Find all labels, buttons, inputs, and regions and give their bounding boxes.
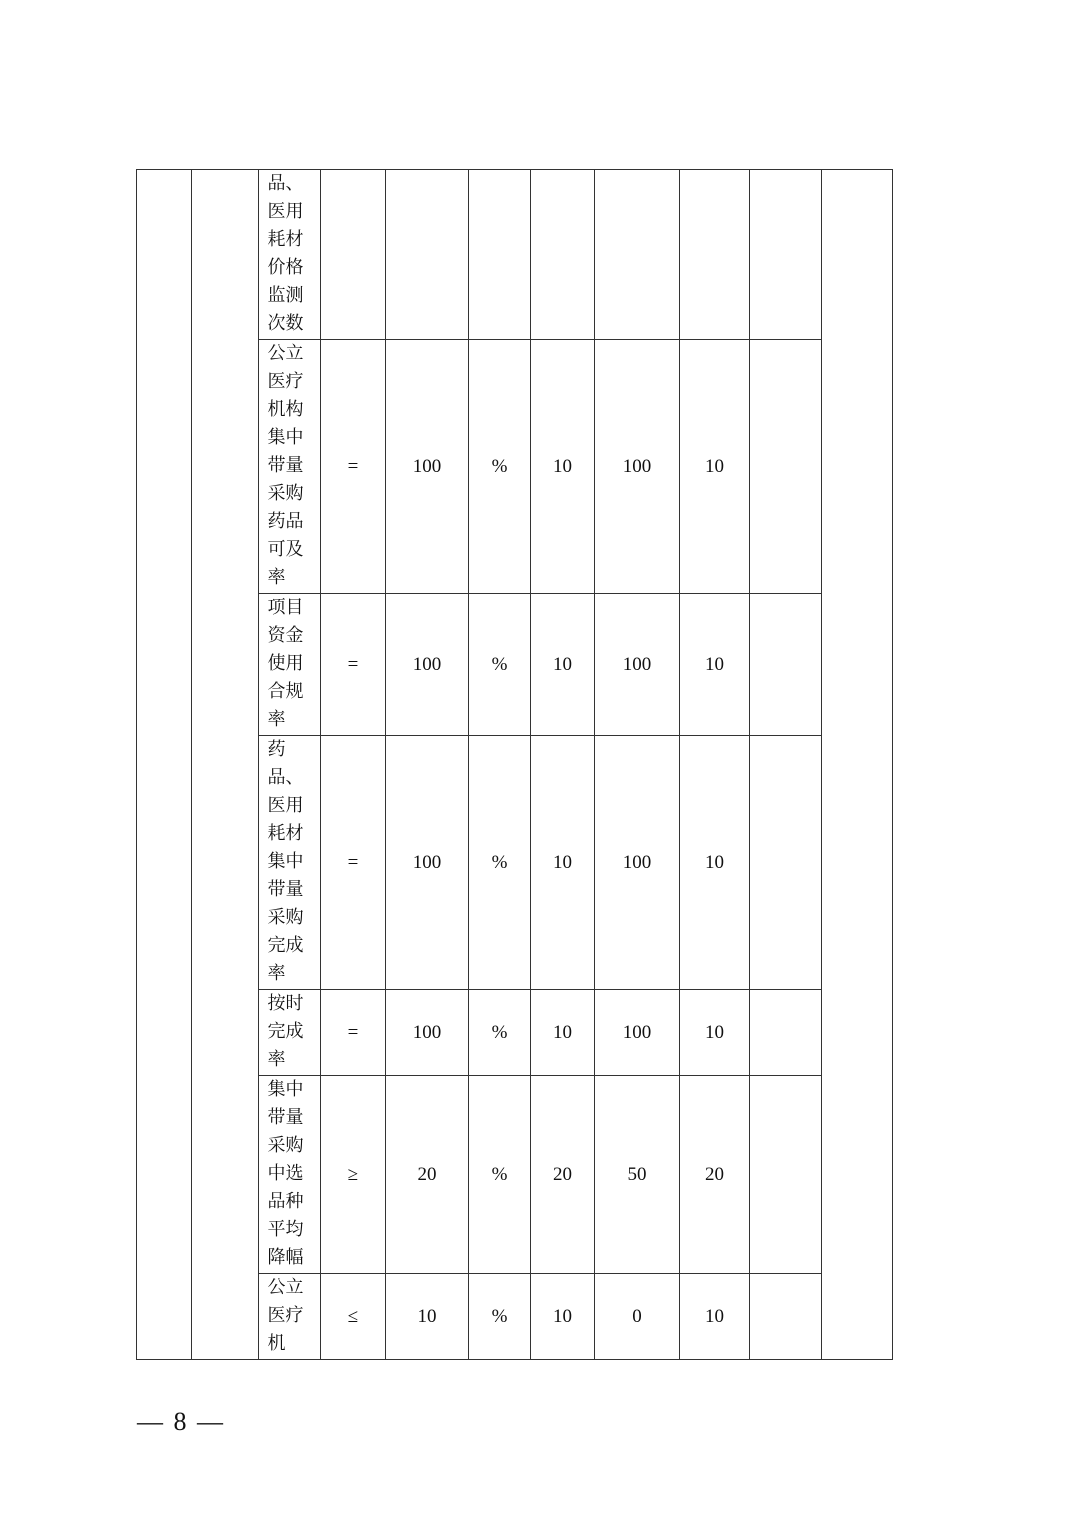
page-number: — 8 — [137, 1407, 225, 1436]
operator-cell: = [321, 990, 386, 1076]
note-cell [750, 340, 822, 594]
operator-cell: = [321, 594, 386, 736]
unit-cell: % [469, 594, 531, 736]
unit-cell: % [469, 1274, 531, 1360]
note-cell [750, 736, 822, 990]
actual-value-cell: 100 [595, 340, 680, 594]
actual-value-cell [595, 170, 680, 340]
indicator-name-cell: 公立医疗机构集中带量采购药品可及率 [259, 340, 321, 594]
operator-cell [321, 170, 386, 340]
remarks-cell [822, 170, 893, 1360]
operator-cell: ≥ [321, 1076, 386, 1274]
weight-cell: 20 [531, 1076, 595, 1274]
category-cell-level1 [137, 170, 192, 1360]
target-value-cell [386, 170, 469, 340]
actual-value-cell: 0 [595, 1274, 680, 1360]
actual-value-cell: 100 [595, 594, 680, 736]
indicator-name-cell: 药品、医用耗材集中带量采购完成率 [259, 736, 321, 990]
indicator-name-cell: 集中带量采购中选品种平均降幅 [259, 1076, 321, 1274]
note-cell [750, 170, 822, 340]
table-row [137, 170, 893, 340]
weight-cell: 10 [531, 594, 595, 736]
score-cell: 20 [680, 1076, 750, 1274]
unit-cell: % [469, 340, 531, 594]
weight-cell: 10 [531, 990, 595, 1076]
target-value-cell: 10 [386, 1274, 469, 1360]
operator-cell: = [321, 340, 386, 594]
unit-cell [469, 170, 531, 340]
actual-value-cell: 50 [595, 1076, 680, 1274]
note-cell [750, 1076, 822, 1274]
weight-cell: 10 [531, 340, 595, 594]
note-cell [750, 1274, 822, 1360]
unit-cell: % [469, 736, 531, 990]
weight-cell [531, 170, 595, 340]
indicator-name-cell: 品、医用耗材价格监测次数 [259, 170, 321, 340]
score-cell: 10 [680, 990, 750, 1076]
score-cell: 10 [680, 736, 750, 990]
unit-cell: % [469, 1076, 531, 1274]
weight-cell: 10 [531, 736, 595, 990]
indicator-name-cell: 公立医疗机 [259, 1274, 321, 1360]
target-value-cell: 100 [386, 340, 469, 594]
operator-cell: ≤ [321, 1274, 386, 1360]
weight-cell: 10 [531, 1274, 595, 1360]
score-cell: 10 [680, 1274, 750, 1360]
score-cell: 10 [680, 340, 750, 594]
target-value-cell: 100 [386, 594, 469, 736]
indicator-name-cell: 项目资金使用合规率 [259, 594, 321, 736]
score-cell [680, 170, 750, 340]
target-value-cell: 20 [386, 1076, 469, 1274]
category-cell-level2 [192, 170, 259, 1360]
target-value-cell: 100 [386, 736, 469, 990]
note-cell [750, 594, 822, 736]
target-value-cell: 100 [386, 990, 469, 1076]
actual-value-cell: 100 [595, 736, 680, 990]
performance-indicator-table [136, 169, 893, 1360]
operator-cell: = [321, 736, 386, 990]
score-cell: 10 [680, 594, 750, 736]
indicator-name-cell: 按时完成率 [259, 990, 321, 1076]
unit-cell: % [469, 990, 531, 1076]
actual-value-cell: 100 [595, 990, 680, 1076]
note-cell [750, 990, 822, 1076]
